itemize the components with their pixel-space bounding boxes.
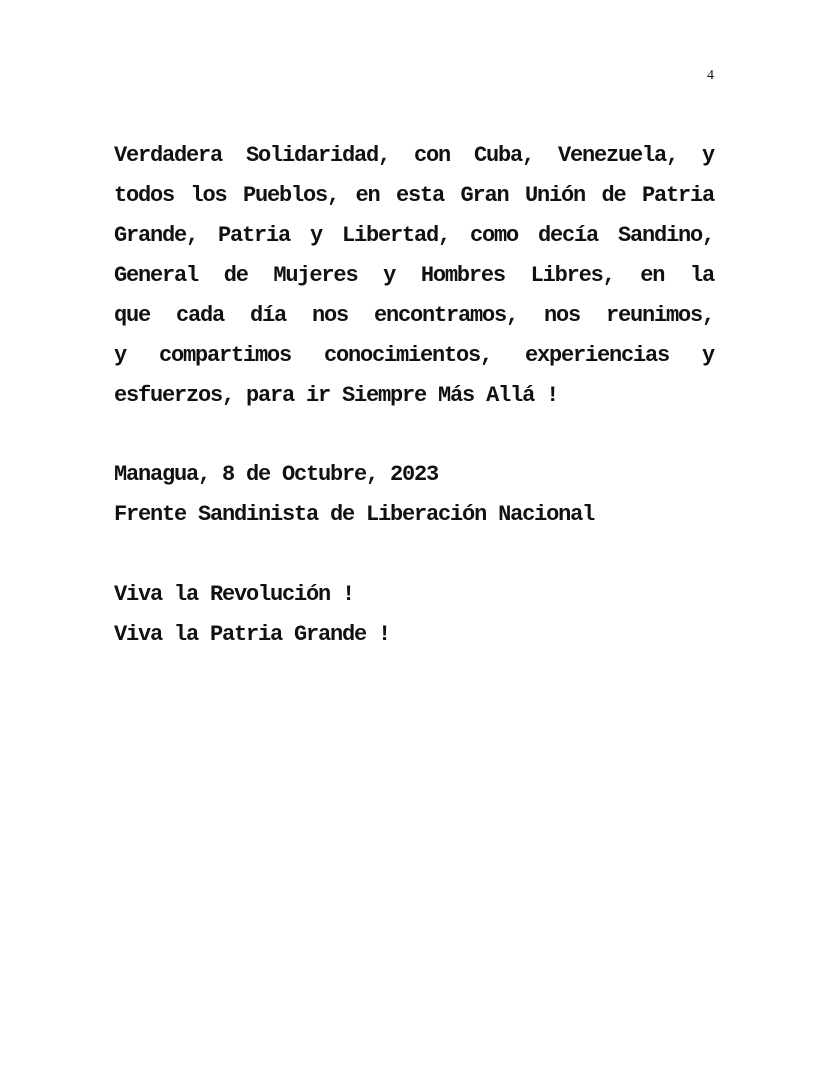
page-number: 4 — [707, 68, 714, 83]
closing-line: Viva la Patria Grande ! — [114, 622, 391, 647]
paragraph-line: todos los Pueblos, en esta Gran Unión de Patria — [114, 183, 714, 208]
paragraph-line: que cada día nos encontramos, nos reunimos, — [114, 303, 714, 328]
paragraph-line: General de Mujeres y Hombres Libres, en la — [114, 263, 714, 288]
signature: Frente Sandinista de Liberación Nacional — [114, 502, 595, 527]
closing-line: Viva la Revolución ! — [114, 582, 355, 607]
place-date: Managua, 8 de Octubre, 2023 — [114, 462, 439, 487]
paragraph-line: esfuerzos, para ir Siempre Más Allá ! — [114, 383, 559, 408]
paragraph-line: Grande, Patria y Libertad, como decía Sandino, — [114, 223, 714, 248]
paragraph-line: y compartimos conocimientos, experiencias y — [114, 343, 714, 368]
paragraph-line: Verdadera Solidaridad, con Cuba, Venezuela, y — [114, 143, 714, 168]
